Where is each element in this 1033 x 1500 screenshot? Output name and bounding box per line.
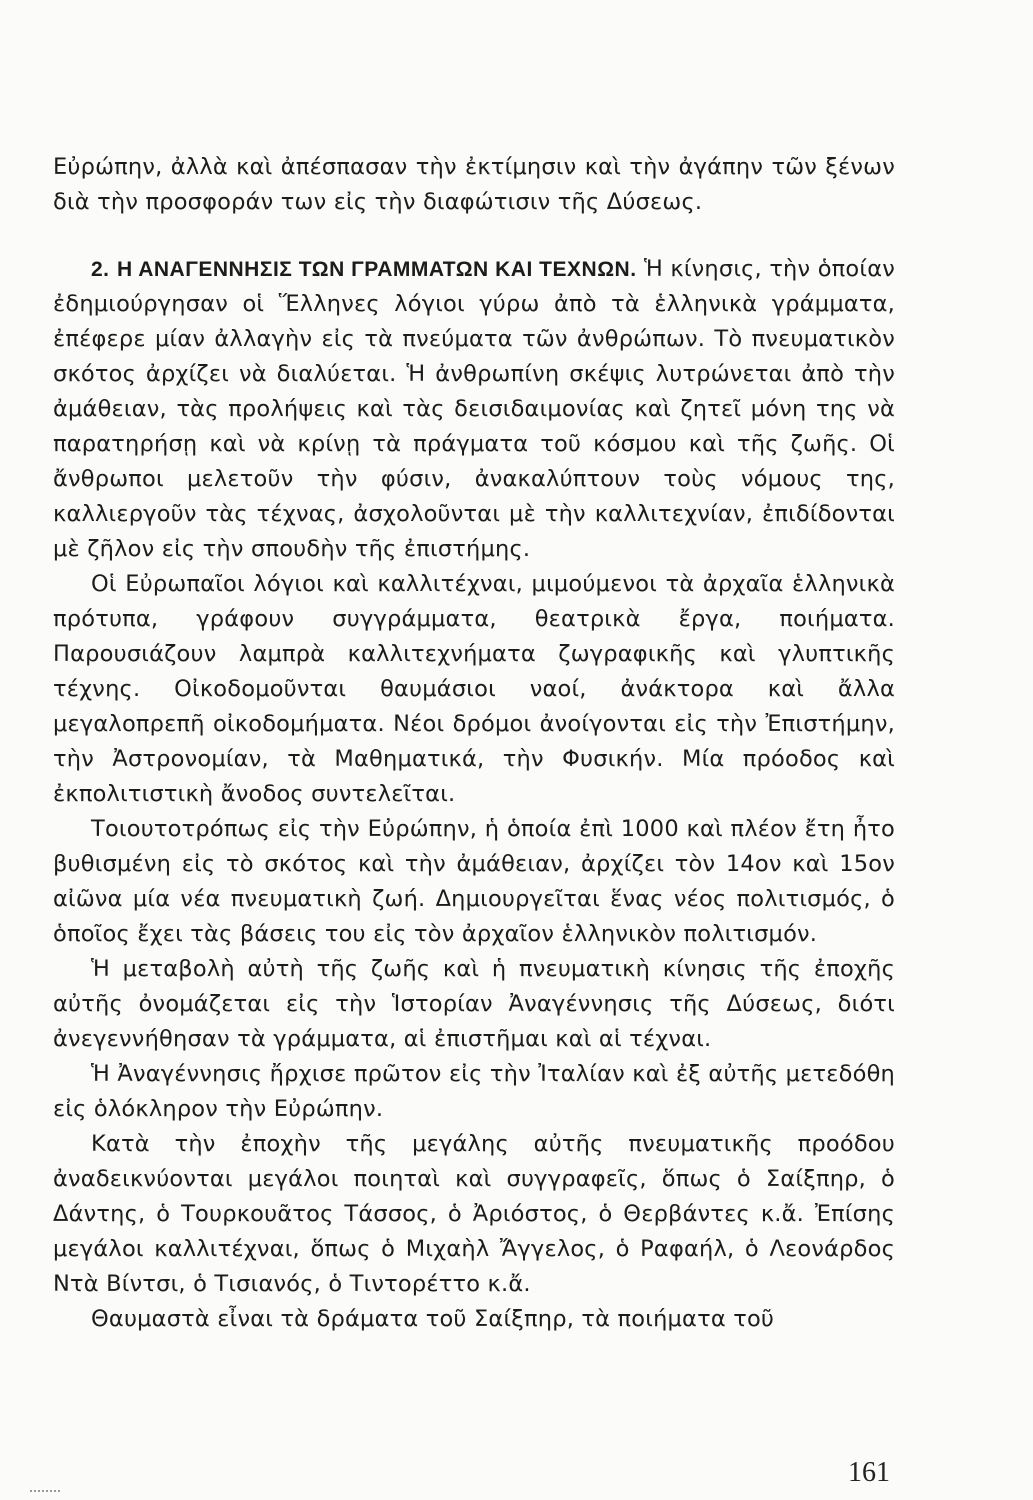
section-lead-text: Ἡ κίνησις, τὴν ὁποίαν ἐδημιούργησαν οἱ Ἕλληνες λόγιοι γύρω ἀπὸ τὰ ἑλληνικὰ γράμματα, ἐπέφερε μίαν ἀλλαγὴν εἰς τὰ πνεύματα τῶν ἀνθρώπων. Τὸ πνευματικὸν σκότος ἀρχίζει νὰ διαλύεται. Ἡ ἀνθρωπίνη σκέψις λυτρώνεται ἀπὸ τὴν ἀμάθειαν, τὰς προλήψεις καὶ τὰς δεισιδαιμονίας καὶ ζητεῖ μόνη της νὰ παρατηρήσῃ καὶ νὰ κρίνῃ τὰ πράγματα τοῦ κόσμου καὶ τῆς ζωῆς. Οἱ ἄνθρωποι μελετοῦν τὴν φύσιν, ἀνακαλύπτουν τοὺς νόμους της, καλλιεργοῦν τὰς τέχνας, ἀσχολοῦνται μὲ τὴν καλλιτεχνίαν, ἐπιδίδονται μὲ ζῆλον εἰς τὴν σπουδὴν τῆς ἐπιστήμης. (53, 256, 895, 562)
section-title: Η ΑΝΑΓΕΝΝΗΣΙΣ ΤΩΝ ΓΡΑΜΜΑΤΩΝ ΚΑΙ ΤΕΧΝΩΝ. (116, 258, 637, 281)
section-paragraph (53, 252, 895, 567)
paragraph: Θαυμαστὰ εἶναι τὰ δράματα τοῦ Σαίξπηρ, τὰ ποιήματα τοῦ (91, 1306, 775, 1332)
body-text (53, 150, 895, 1337)
page-number: 161 (848, 1457, 890, 1488)
paragraph: Ἡ μεταβολὴ αὐτὴ τῆς ζωῆς καὶ ἡ πνευματικὴ κίνησις τῆς ἐποχῆς αὐτῆς ὀνομάζεται εἰς τὴν Ἱστορίαν Ἀναγέννησις τῆς Δύσεως, διότι ἀνεγεννήθησαν τὰ γράμματα, αἱ ἐπιστῆμαι καὶ αἱ τέχναι. (53, 956, 895, 1052)
paragraph: Κατὰ τὴν ἐποχὴν τῆς μεγάλης αὐτῆς πνευματικῆς προόδου ἀναδεικνύονται μεγάλοι ποιηταὶ καὶ συγγραφεῖς, ὅπως ὁ Σαίξπηρ, ὁ Δάντης, ὁ Τουρκουᾶτος Τάσσος, ὁ Ἀριόστος, ὁ Θερβάντες κ.ἄ. Ἐπίσης μεγάλοι καλλιτέχναι, ὅπως ὁ Μιχαὴλ Ἄγγελος, ὁ Ραφαήλ, ὁ Λεονάρδος Ντὰ Βίντσι, ὁ Τισιανός, ὁ Τιντορέττο κ.ἄ. (53, 1131, 895, 1297)
paragraph: Τοιουτοτρόπως εἰς τὴν Εὐρώπην, ἡ ὁποία ἐπὶ 1000 καὶ πλέον ἔτη ἦτο βυθισμένη εἰς τὸ σκότος καὶ τὴν ἀμάθειαν, ἀρχίζει τὸν 14ον καὶ 15ον αἰῶνα μία νέα πνευματικὴ ζωή. Δημιουργεῖται ἕνας νέος πολιτισμός, ὁ ὁποῖος ἔχει τὰς βάσεις του εἰς τὸν ἀρχαῖον ἑλληνικὸν πολιτισμόν. (53, 816, 895, 947)
page-edge-mark (30, 1490, 60, 1496)
paragraph: Ἡ Ἀναγέννησις ἤρχισε πρῶτον εἰς τὴν Ἰταλίαν καὶ ἐξ αὐτῆς μετεδόθη εἰς ὁλόκληρον τὴν Εὐρώπην. (53, 1061, 895, 1122)
section-number: 2. (91, 258, 110, 281)
paragraph: Οἱ Εὐρωπαῖοι λόγιοι καὶ καλλιτέχναι, μιμούμενοι τὰ ἀρχαῖα ἑλληνικὰ πρότυπα, γράφουν συγγράμματα, θεατρικὰ ἔργα, ποιήματα. Παρουσιάζουν λαμπρὰ καλλιτεχνήματα ζωγραφικῆς καὶ γλυπτικῆς τέχνης. Οἰκοδομοῦνται θαυμάσιοι ναοί, ἀνάκτορα καὶ ἄλλα μεγαλοπρεπῆ οἰκοδομήματα. Νέοι δρόμοι ἀνοίγονται εἰς τὴν Ἐπιστήμην, τὴν Ἀστρονομίαν, τὰ Μαθηματικά, τὴν Φυσικήν. Μία πρόοδος καὶ ἐκπολιτιστικὴ ἄνοδος συντελεῖται. (53, 571, 895, 807)
opening-paragraph: Εὐρώπην, ἀλλὰ καὶ ἀπέσπασαν τὴν ἐκτίμησιν καὶ τὴν ἀγάπην τῶν ξένων διὰ τὴν προσφοράν των εἰς τὴν διαφώτισιν τῆς Δύσεως. (53, 154, 895, 215)
section-spacer (53, 220, 895, 252)
